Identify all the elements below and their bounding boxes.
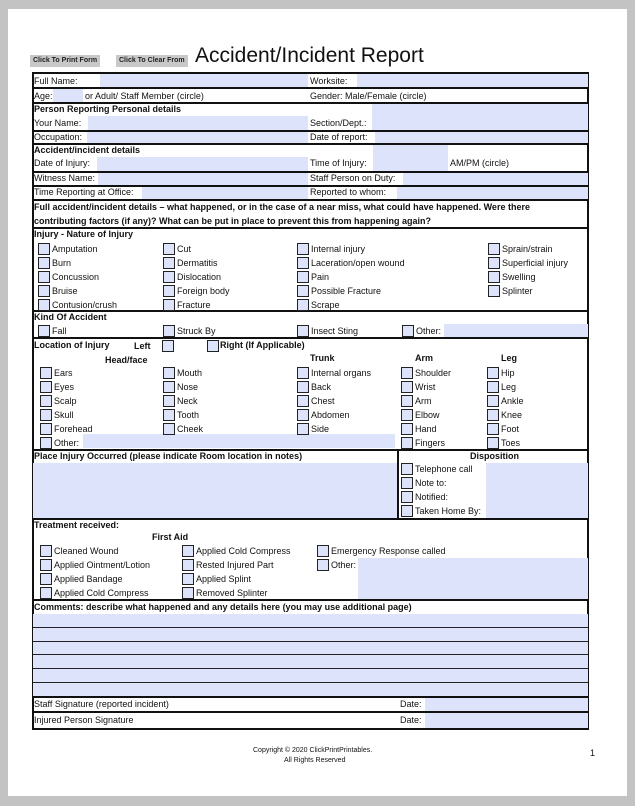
kind-heading: Kind Of Accident — [34, 312, 107, 322]
location-internal-organs-checkbox[interactable] — [297, 367, 309, 379]
rights: All Rights Reserved — [284, 757, 346, 764]
disposition-notified-label: Notified: — [415, 492, 449, 502]
disposition-telephone-call-checkbox[interactable] — [401, 463, 413, 475]
injury-superficial-injury-label: Superficial injury — [502, 258, 569, 268]
injury-burn-checkbox[interactable] — [38, 257, 50, 269]
injured-date-input[interactable] — [425, 713, 588, 728]
ampm-label: AM/PM (circle) — [450, 158, 509, 168]
injury-cut-label: Cut — [177, 244, 192, 254]
person-reporting-heading: Person Reporting Personal details — [34, 104, 182, 114]
injury-concussion-label: Concussion — [52, 272, 100, 282]
location-knee-checkbox[interactable] — [487, 409, 499, 421]
reported-to-label: Reported to whom: — [310, 187, 387, 197]
location-leg-label: Leg — [501, 382, 517, 392]
injury-swelling-label: Swelling — [502, 272, 536, 282]
injury-burn-label: Burn — [52, 258, 72, 268]
kind-struck-by-checkbox[interactable] — [163, 325, 175, 337]
location-ankle-checkbox[interactable] — [487, 395, 499, 407]
location-chest-label: Chest — [311, 396, 335, 406]
staff-on-duty-input[interactable] — [403, 173, 588, 185]
location-tooth-label: Tooth — [177, 410, 200, 420]
treatment-applied-ointment-lotion-checkbox[interactable] — [40, 559, 52, 571]
injury-splinter-checkbox[interactable] — [488, 285, 500, 297]
treatment-removed-splinter-checkbox[interactable] — [182, 587, 194, 599]
location-toes-label: Toes — [501, 438, 521, 448]
time-of-injury-label: Time of Injury: — [310, 158, 367, 168]
location-other-input[interactable] — [83, 434, 395, 448]
location-hand-label: Hand — [415, 424, 437, 434]
adult-label: or Adult/ Staff Member (circle) — [85, 91, 204, 101]
injury-dislocation-label: Dislocation — [177, 272, 222, 282]
location-wrist-checkbox[interactable] — [401, 381, 413, 393]
location-mouth-label: Mouth — [177, 368, 203, 378]
occupation-input[interactable] — [87, 132, 308, 143]
disposition-note-to-checkbox[interactable] — [401, 477, 413, 489]
time-reporting-input[interactable] — [142, 187, 308, 199]
location-hip-label: Hip — [501, 368, 515, 378]
section-label: Section/Dept.: — [310, 118, 367, 128]
location-shoulder-checkbox[interactable] — [401, 367, 413, 379]
location-scalp-checkbox[interactable] — [40, 395, 52, 407]
location-ears-label: Ears — [54, 368, 73, 378]
age-input[interactable] — [53, 89, 83, 102]
page-title: Accident/Incident Report — [195, 44, 424, 67]
right-checkbox[interactable] — [207, 340, 219, 352]
location-fingers-label: Fingers — [415, 438, 446, 448]
location-forehead-checkbox[interactable] — [40, 423, 52, 435]
location-abdomen-checkbox[interactable] — [297, 409, 309, 421]
full-name-label: Full Name: — [34, 76, 78, 86]
first-aid-heading: First Aid — [152, 532, 189, 542]
injury-sprain-strain-label: Sprain/strain — [502, 244, 553, 254]
treatment-applied-bandage-checkbox[interactable] — [40, 573, 52, 585]
location-hip-checkbox[interactable] — [487, 367, 499, 379]
full-name-input[interactable] — [100, 74, 308, 87]
age-label: Age: — [34, 91, 53, 101]
left-label: Left — [134, 341, 151, 351]
injured-signature-label: Injured Person Signature — [34, 715, 134, 725]
worksite-label: Worksite: — [310, 76, 348, 86]
location-hand-checkbox[interactable] — [401, 423, 413, 435]
location-cheek-label: Cheek — [177, 424, 204, 434]
injury-amputation-checkbox[interactable] — [38, 243, 50, 255]
location-tooth-checkbox[interactable] — [163, 409, 175, 421]
your-name-label: Your Name: — [34, 118, 82, 128]
injury-foreign-body-checkbox[interactable] — [163, 285, 175, 297]
kind-struck-by-label: Struck By — [177, 326, 216, 336]
location-knee-label: Knee — [501, 410, 523, 420]
injury-fracture-label: Fracture — [177, 300, 211, 310]
reported-to-input[interactable] — [397, 187, 588, 199]
injury-scrape-checkbox[interactable] — [297, 299, 309, 311]
injury-superficial-injury-checkbox[interactable] — [488, 257, 500, 269]
kind-fall-label: Fall — [52, 326, 67, 336]
injury-laceration-open-wound-label: Laceration/open wound — [311, 258, 405, 268]
group-leg: Leg — [501, 353, 518, 363]
injury-concussion-checkbox[interactable] — [38, 271, 50, 283]
location-skull-checkbox[interactable] — [40, 409, 52, 421]
injury-dermatitis-label: Dermatitis — [177, 258, 218, 268]
location-other-label: Other: — [54, 438, 80, 448]
time-of-injury-input[interactable] — [373, 145, 448, 171]
injury-pain-label: Pain — [311, 272, 330, 282]
occupation-label: Occupation: — [34, 132, 83, 142]
disposition-heading: Disposition — [470, 451, 519, 461]
injury-internal-injury-label: Internal injury — [311, 244, 366, 254]
kind-fall-checkbox[interactable] — [38, 325, 50, 337]
location-nose-checkbox[interactable] — [163, 381, 175, 393]
disposition-note-to-label: Note to: — [415, 478, 447, 488]
witness-input[interactable] — [98, 173, 308, 185]
gender-label: Gender: Male/Female (circle) — [310, 91, 427, 101]
section-input[interactable] — [372, 104, 588, 130]
injury-possible-fracture-checkbox[interactable] — [297, 285, 309, 297]
time-reporting-label: Time Reporting at Office: — [34, 187, 134, 197]
kind-other-label: Other: — [416, 326, 442, 336]
date-of-injury-input[interactable] — [97, 157, 308, 171]
location-leg-checkbox[interactable] — [487, 381, 499, 393]
treatment-applied-splint-label: Applied Splint — [196, 574, 252, 584]
injury-sprain-strain-checkbox[interactable] — [488, 243, 500, 255]
injury-contusion-crush-label: Contusion/crush — [52, 300, 118, 310]
location-elbow-checkbox[interactable] — [401, 409, 413, 421]
location-scalp-label: Scalp — [54, 396, 77, 406]
location-side-checkbox[interactable] — [297, 423, 309, 435]
treatment-other-input[interactable] — [358, 558, 588, 599]
place-input[interactable] — [33, 463, 397, 518]
location-neck-label: Neck — [177, 396, 198, 406]
location-foot-checkbox[interactable] — [487, 423, 499, 435]
location-side-label: Side — [311, 424, 330, 434]
treatment-rested-injured-part-label: Rested Injured Part — [196, 560, 274, 570]
injury-cut-checkbox[interactable] — [163, 243, 175, 255]
location-back-checkbox[interactable] — [297, 381, 309, 393]
location-neck-checkbox[interactable] — [163, 395, 175, 407]
right-label: Right (If Applicable) — [220, 340, 305, 350]
location-toes-checkbox[interactable] — [487, 437, 499, 449]
full-details-text-1: Full accident/incident details – what happened, or in the case of a near miss, what could have happened. Were there — [34, 202, 530, 212]
location-eyes-checkbox[interactable] — [40, 381, 52, 393]
location-shoulder-label: Shoulder — [415, 368, 452, 378]
treatment-applied-cold-compress-label: Applied Cold Compress — [196, 546, 291, 556]
location-forehead-label: Forehead — [54, 424, 93, 434]
disposition-taken-home-by-checkbox[interactable] — [401, 505, 413, 517]
location-chest-checkbox[interactable] — [297, 395, 309, 407]
injury-splinter-label: Splinter — [502, 286, 533, 296]
your-name-input[interactable] — [88, 116, 308, 130]
treatment-emergency-response-called-label: Emergency Response called — [331, 546, 446, 556]
treatment-rested-injured-part-checkbox[interactable] — [182, 559, 194, 571]
treatment-heading: Treatment received: — [34, 520, 120, 530]
location-nose-label: Nose — [177, 382, 199, 392]
copyright: Copyright © 2020 ClickPrintPrintables. — [253, 747, 373, 754]
location-ears-checkbox[interactable] — [40, 367, 52, 379]
date-of-injury-label: Date of Injury: — [34, 158, 91, 168]
treatment-other-checkbox[interactable] — [317, 559, 329, 571]
group-head-face: Head/face — [105, 355, 148, 365]
location-arm-checkbox[interactable] — [401, 395, 413, 407]
location-foot-label: Foot — [501, 424, 520, 434]
location-heading: Location of Injury — [34, 340, 110, 350]
location-mouth-checkbox[interactable] — [163, 367, 175, 379]
injury-foreign-body-label: Foreign body — [177, 286, 230, 296]
injury-dislocation-checkbox[interactable] — [163, 271, 175, 283]
disposition-taken-home-by-label: Taken Home By: — [415, 506, 482, 516]
location-cheek-checkbox[interactable] — [163, 423, 175, 435]
witness-label: Witness Name: — [34, 173, 96, 183]
location-eyes-label: Eyes — [54, 382, 75, 392]
injury-bruise-checkbox[interactable] — [38, 285, 50, 297]
location-arm-label: Arm — [415, 396, 432, 406]
injury-bruise-label: Bruise — [52, 286, 78, 296]
treatment-applied-cold-compress-checkbox[interactable] — [182, 545, 194, 557]
location-wrist-label: Wrist — [415, 382, 436, 392]
injury-possible-fracture-label: Possible Fracture — [311, 286, 382, 296]
page-number: 1 — [590, 748, 596, 758]
date-of-report-label: Date of report: — [310, 132, 368, 142]
location-fingers-checkbox[interactable] — [401, 437, 413, 449]
accident-details-heading: Accident/incident details — [34, 145, 141, 155]
staff-on-duty-label: Staff Person on Duty: — [310, 173, 396, 183]
disposition-telephone-call-label: Telephone call — [415, 464, 473, 474]
group-arm: Arm — [415, 353, 434, 363]
kind-other-checkbox[interactable] — [402, 325, 414, 337]
location-elbow-label: Elbow — [415, 410, 440, 420]
injury-amputation-label: Amputation — [52, 244, 98, 254]
injury-heading: Injury - Nature of Injury — [34, 229, 134, 239]
injured-date-label: Date: — [400, 715, 422, 725]
kind-insect-sting-checkbox[interactable] — [297, 325, 309, 337]
injury-swelling-checkbox[interactable] — [488, 271, 500, 283]
injury-laceration-open-wound-checkbox[interactable] — [297, 257, 309, 269]
treatment-applied-bandage-label: Applied Bandage — [54, 574, 123, 584]
staff-date-label: Date: — [400, 699, 422, 709]
kind-other-input[interactable] — [444, 324, 588, 337]
injury-contusion-crush-checkbox[interactable] — [38, 299, 50, 311]
injury-fracture-checkbox[interactable] — [163, 299, 175, 311]
treatment-applied-cold-compress-checkbox[interactable] — [40, 587, 52, 599]
treatment-cleaned-wound-checkbox[interactable] — [40, 545, 52, 557]
location-skull-label: Skull — [54, 410, 74, 420]
staff-date-input[interactable] — [425, 698, 588, 711]
treatment-applied-cold-compress-label: Applied Cold Compress — [54, 588, 149, 598]
injury-scrape-label: Scrape — [311, 300, 340, 310]
full-details-text-2: contributing factors (if any)? What can be put in place to prevent this from happening again? — [34, 216, 432, 226]
treatment-applied-splint-checkbox[interactable] — [182, 573, 194, 585]
print-form-button[interactable]: Click To Print Form — [30, 55, 100, 67]
place-heading: Place Injury Occurred (please indicate Room location in notes) — [34, 451, 303, 461]
left-checkbox[interactable] — [162, 340, 174, 352]
disposition-inputs[interactable] — [486, 463, 588, 518]
treatment-cleaned-wound-label: Cleaned Wound — [54, 546, 119, 556]
worksite-input[interactable] — [357, 74, 588, 87]
disposition-notified-checkbox[interactable] — [401, 491, 413, 503]
staff-signature-label: Staff Signature (reported incident) — [34, 699, 169, 709]
kind-insect-sting-label: Insect Sting — [311, 326, 359, 336]
injury-dermatitis-checkbox[interactable] — [163, 257, 175, 269]
location-abdomen-label: Abdomen — [311, 410, 350, 420]
comments-heading: Comments: describe what happened and any details here (you may use additional page) — [34, 602, 412, 612]
location-back-label: Back — [311, 382, 332, 392]
clear-form-button[interactable]: Click To Clear From — [116, 55, 188, 67]
date-of-report-input[interactable] — [375, 132, 588, 143]
injury-internal-injury-checkbox[interactable] — [297, 243, 309, 255]
treatment-other-label: Other: — [331, 560, 357, 570]
location-internal-organs-label: Internal organs — [311, 368, 372, 378]
location-ankle-label: Ankle — [501, 396, 524, 406]
group-trunk: Trunk — [310, 353, 335, 363]
treatment-removed-splinter-label: Removed Splinter — [196, 588, 268, 598]
location-other-checkbox[interactable] — [40, 437, 52, 449]
injury-pain-checkbox[interactable] — [297, 271, 309, 283]
treatment-applied-ointment-lotion-label: Applied Ointment/Lotion — [54, 560, 151, 570]
treatment-emergency-response-called-checkbox[interactable] — [317, 545, 329, 557]
